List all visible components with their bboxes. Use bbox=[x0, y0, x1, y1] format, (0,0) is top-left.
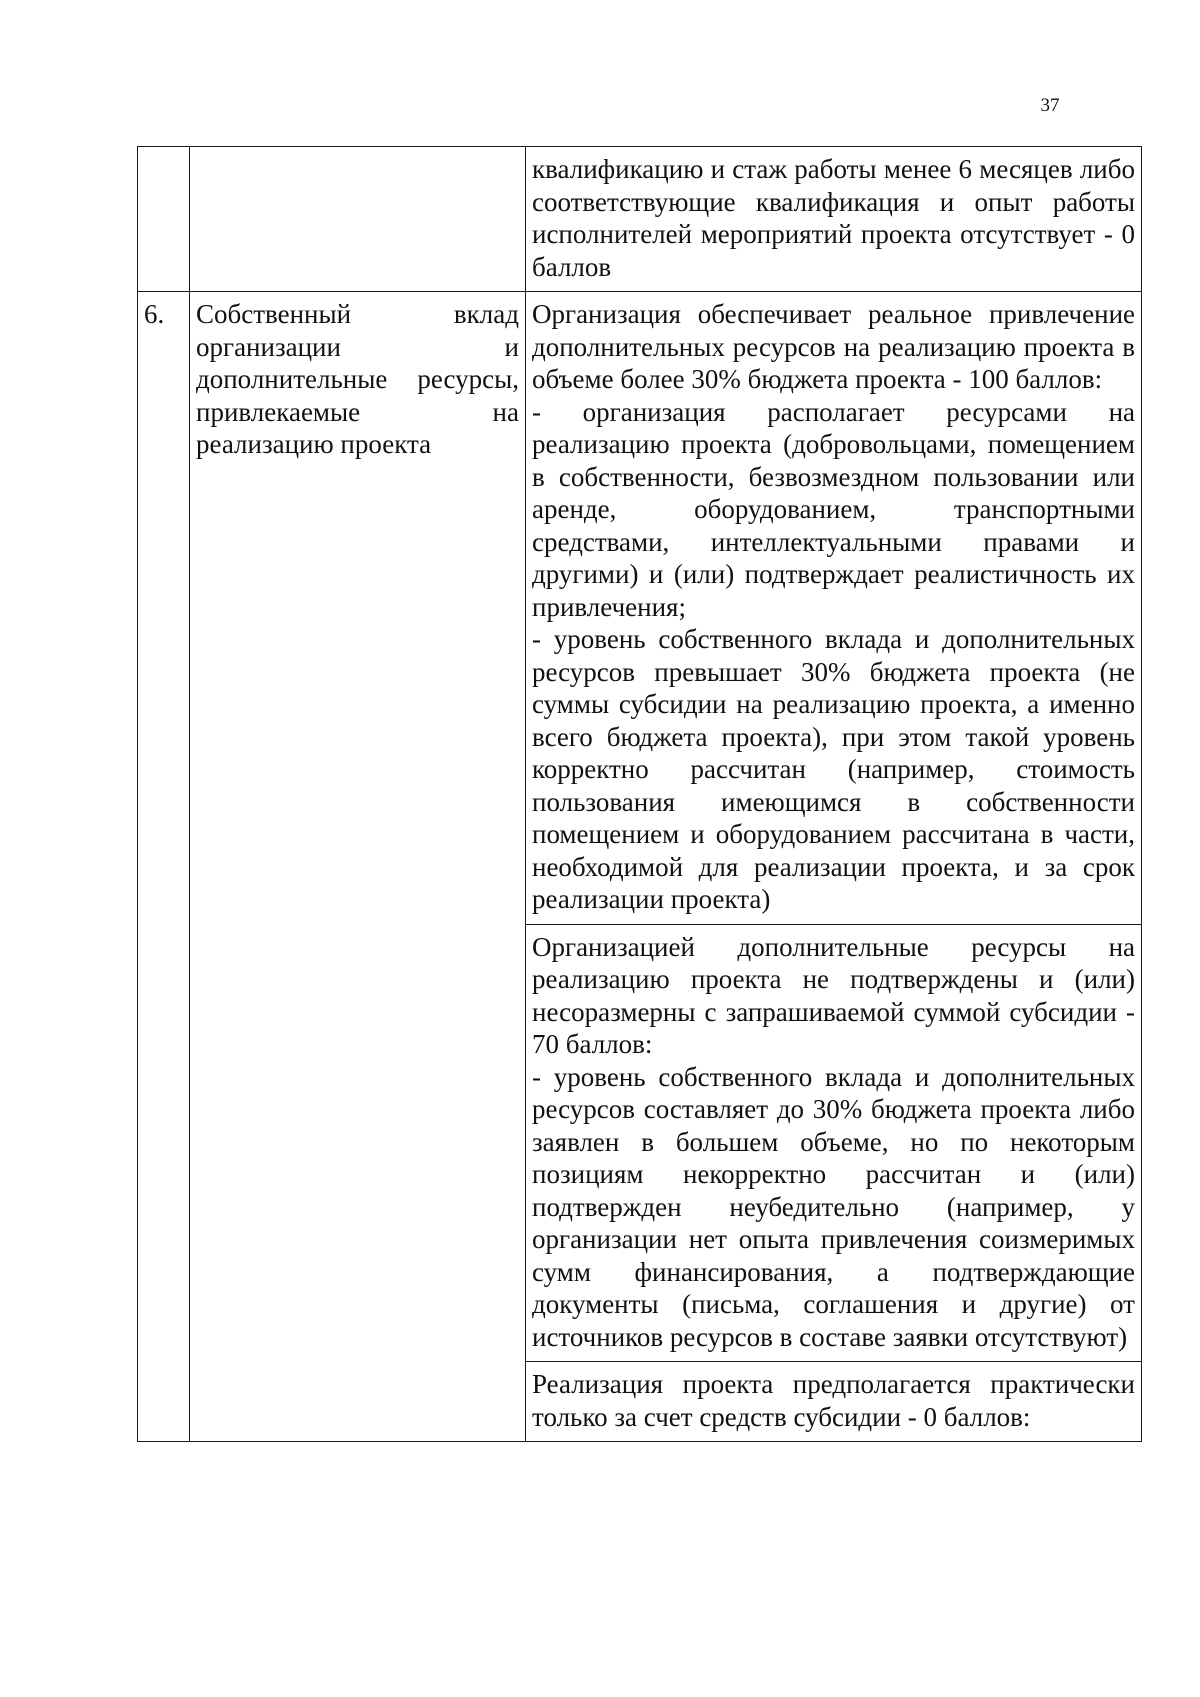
table-row-criterion-6 bbox=[138, 292, 1142, 925]
level-100-heading: Организация обеспечивает реальное привлечение дополнительных ресурсов на реализацию проекта в объеме более 30% бюджета проекта - 100 баллов: bbox=[532, 299, 1135, 394]
number-cell-empty bbox=[138, 147, 190, 292]
criteria-table bbox=[137, 146, 1142, 1442]
level-70-heading: Организацией дополнительные ресурсы на реализацию проекта не подтверждены и (или) несоразмерны с запрашиваемой суммой субсидии - 70 баллов: bbox=[532, 931, 1135, 1059]
continuation-text: квалификацию и стаж работы менее 6 месяцев либо соответствующие квалификация и опыт работы исполнителей мероприятий проекта отсутствует - 0 баллов bbox=[526, 147, 1142, 292]
level-70-item-contribution: - уровень собственного вклада и дополнительных ресурсов составляет до 30% бюджета проекта либо заявлен в большем объеме, но по некоторым позициям некорректно рассчитан и (или) подтвержден неубедительно (например, у организации нет опыта привлечения соизмеримых сумм финансирования, а подтверждающие документы (письма, соглашения и другие) от источников ресурсов в составе заявки отсутствуют) bbox=[532, 1061, 1135, 1352]
level-100-item-contribution: - уровень собственного вклада и дополнительных ресурсов превышает 30% бюджета проекта (не суммы субсидии на реализацию проекта, а именно всего бюджета проекта), при этом такой уровень корректно рассчитан (например, стоимость пользования имеющимся в собственности помещением и оборудованием рассчитана в части, необходимой для реализации проекта, и за срок реализации проекта) bbox=[532, 624, 1135, 914]
page-number: 37 bbox=[1040, 95, 1060, 116]
level-0-heading: Реализация проекта предполагается практически только за счет средств субсидии - 0 баллов: bbox=[532, 1369, 1135, 1432]
criterion-cell-empty bbox=[190, 147, 526, 292]
level-100-item-resources: - организация располагает ресурсами на реализацию проекта (добровольцами, помещением в собственности, безвозмездном пользовании или аренде, оборудованием, транспортными средствами, интеллектуальными правами и другими) и (или) подтверждает реалистичность их привлечения; bbox=[532, 396, 1135, 622]
level-cell-0 bbox=[526, 1362, 1142, 1442]
level-cell-70 bbox=[526, 924, 1142, 1362]
table-row-continuation bbox=[138, 147, 1142, 292]
level-cell-100 bbox=[526, 292, 1142, 925]
criterion-name: Собственный вклад организации и дополнительные ресурсы, привлекаемые на реализацию проекта bbox=[190, 292, 526, 1442]
criterion-number: 6. bbox=[138, 292, 190, 1442]
